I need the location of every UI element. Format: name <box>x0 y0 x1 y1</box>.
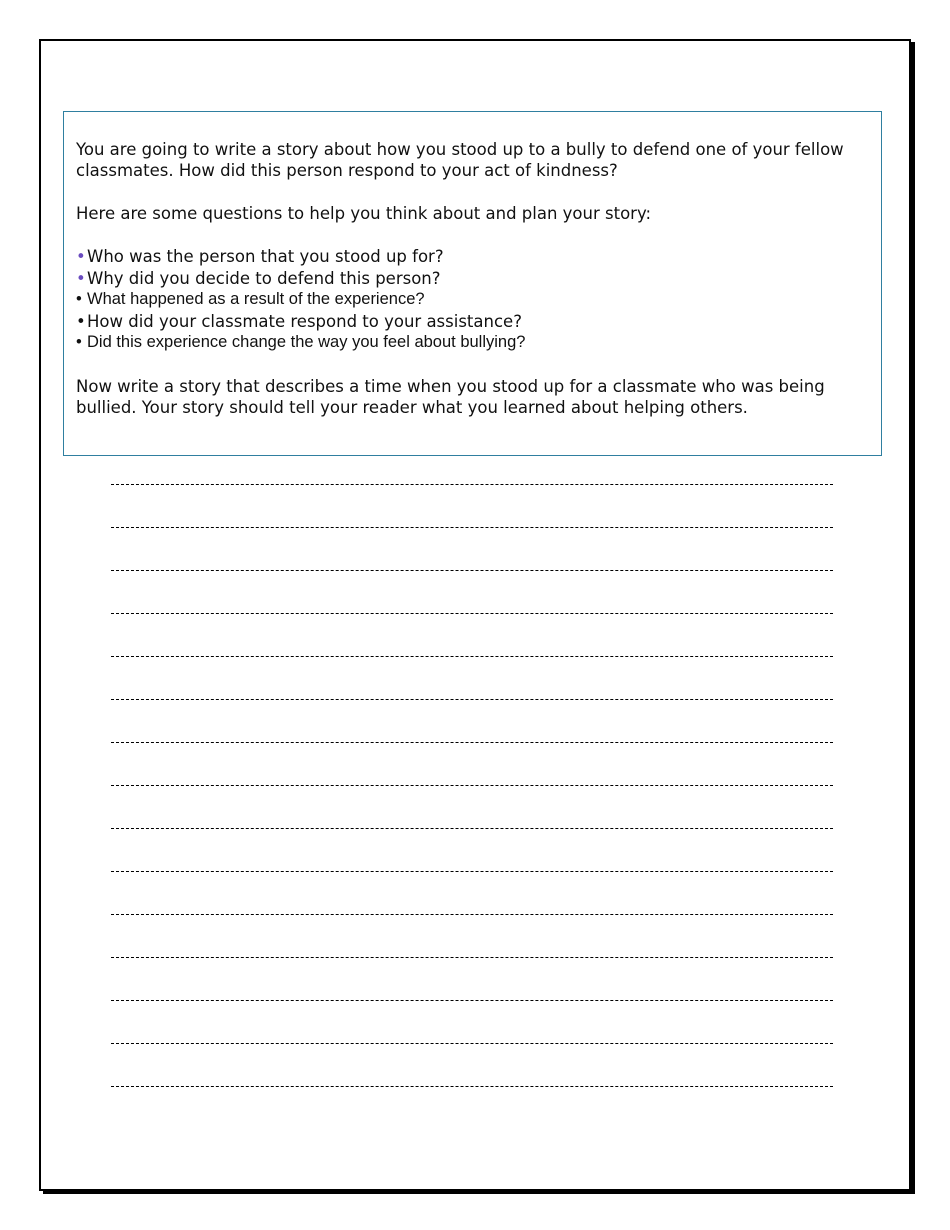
writing-line[interactable] <box>111 570 833 613</box>
question-item: •How did your classmate respond to your assistance? <box>76 311 522 331</box>
bullet-icon: • <box>76 290 82 308</box>
writing-line[interactable] <box>111 613 833 656</box>
writing-line[interactable] <box>111 785 833 828</box>
question-item: • Did this experience change the way you feel about bullying? <box>76 332 869 354</box>
intro-paragraph: You are going to write a story about how you stood up to a bully to defend one of your fellow classmates. How did this person respond to your act of kindness? <box>76 140 844 180</box>
writing-area <box>111 484 833 1129</box>
bullet-icon: • <box>76 333 82 351</box>
bullet-icon: • <box>76 311 86 331</box>
writing-line[interactable] <box>111 871 833 914</box>
writing-line[interactable] <box>111 699 833 742</box>
questions-lead: Here are some questions to help you think about and plan your story: <box>76 204 652 223</box>
writing-line[interactable] <box>111 828 833 871</box>
closing-paragraph: Now write a story that describes a time when you stood up for a classmate who was being bullied. Your story should tell your reader what you learned about helping others. <box>76 376 825 417</box>
question-list <box>76 246 869 354</box>
prompt-box <box>63 111 882 456</box>
writing-line[interactable] <box>111 527 833 570</box>
question-item: •Who was the person that you stood up for? <box>76 247 444 266</box>
question-item: • What happened as a result of the experience? <box>76 289 869 311</box>
writing-line[interactable] <box>111 1043 833 1086</box>
writing-line[interactable] <box>111 957 833 1000</box>
writing-line[interactable] <box>111 1086 833 1129</box>
bullet-icon: • <box>76 247 86 266</box>
writing-line[interactable] <box>111 1000 833 1043</box>
writing-line[interactable] <box>111 656 833 699</box>
question-item: •Why did you decide to defend this person? <box>76 268 441 288</box>
writing-line[interactable] <box>111 914 833 957</box>
writing-line[interactable] <box>111 484 833 527</box>
bullet-icon: • <box>76 268 86 288</box>
writing-line[interactable] <box>111 742 833 785</box>
